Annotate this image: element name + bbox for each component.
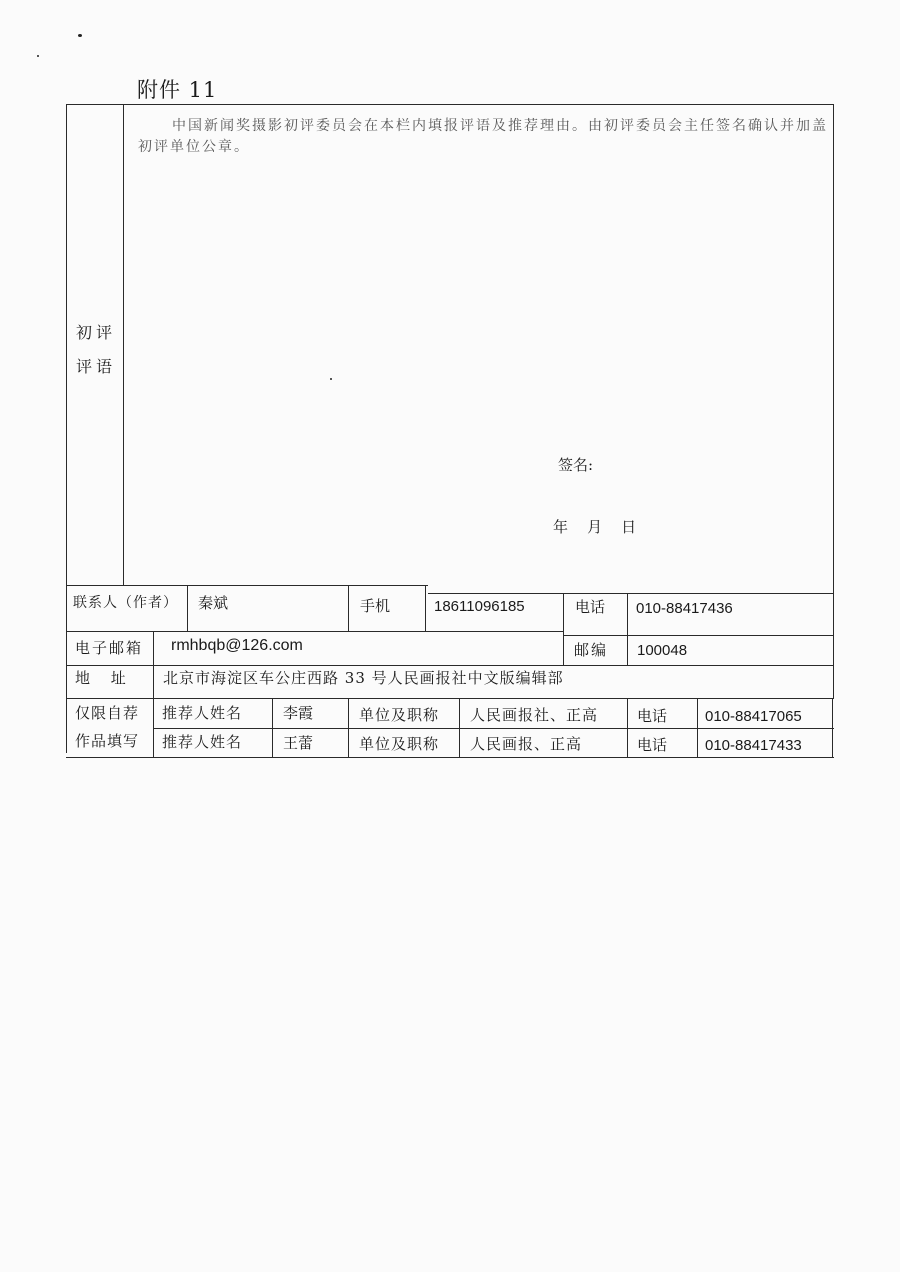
scan-speck: [330, 378, 332, 380]
self-recommend-label-line1: 仅限自荐: [75, 704, 140, 722]
table-left-border: [66, 104, 67, 753]
postcode-value: 100048: [637, 642, 688, 659]
review-right-border: [833, 104, 834, 594]
row-divider: [66, 585, 428, 586]
contact-person-value: 秦斌: [198, 594, 229, 612]
table-right-border: [832, 698, 833, 757]
cell-divider: [627, 593, 628, 666]
unit-title-value: 人民画报社、正高: [470, 706, 599, 724]
row-divider: [428, 593, 834, 594]
date-label: 年 月 日: [553, 518, 637, 536]
review-label-line1: 初评: [76, 323, 117, 342]
recommender-phone: 010-88417065: [705, 708, 802, 725]
cell-divider: [563, 593, 564, 666]
cell-divider: [459, 698, 460, 757]
phone-label: 电话: [575, 598, 606, 616]
cell-divider: [153, 665, 154, 699]
cell-divider: [348, 585, 349, 631]
signature-label: 签名:: [558, 456, 594, 474]
scan-speck: [78, 34, 82, 37]
review-label: [76, 320, 116, 377]
table-right-border: [833, 593, 834, 699]
unit-title-value: 人民画报、正高: [470, 735, 583, 753]
row-divider: [153, 728, 834, 729]
cell-divider: [627, 698, 628, 757]
scan-speck: [37, 55, 39, 57]
recommender-name-label: 推荐人姓名: [162, 704, 243, 722]
unit-title-label: 单位及职称: [359, 735, 440, 753]
email-label: 电子邮箱: [75, 639, 144, 657]
recommender-phone-label: 电话: [637, 707, 668, 725]
attachment-number: 附件 11: [137, 78, 218, 102]
review-label-line2: 评语: [76, 357, 117, 376]
recommender-name: 李霞: [283, 704, 314, 722]
review-label-divider: [123, 104, 124, 585]
phone-value: 010-88417436: [636, 600, 733, 617]
cell-divider: [272, 698, 273, 757]
cell-divider: [153, 698, 154, 757]
cell-divider: [348, 698, 349, 757]
contact-person-label: 联系人（作者）: [73, 595, 178, 611]
unit-title-label: 单位及职称: [359, 706, 440, 724]
mobile-label: 手机: [360, 597, 391, 615]
table-bottom-border: [66, 757, 834, 758]
table-top-border: [66, 104, 834, 105]
self-recommend-label-line2: 作品填写: [75, 732, 140, 750]
cell-divider: [187, 585, 188, 631]
cell-divider: [697, 698, 698, 757]
mobile-value: 18611096185: [434, 598, 525, 615]
postcode-label: 邮编: [574, 641, 609, 659]
recommender-name: 王蕾: [283, 734, 314, 752]
cell-divider: [153, 631, 154, 666]
recommender-name-label: 推荐人姓名: [162, 733, 243, 751]
recommender-phone-label: 电话: [637, 736, 668, 754]
row-divider: [563, 635, 834, 636]
address-label: 地 址: [75, 669, 134, 687]
address-value: 北京市海淀区车公庄西路 33 号人民画报社中文版编辑部: [163, 669, 564, 687]
review-instruction: 中国新闻奖摄影初评委员会在本栏内填报评语及推荐理由。由初评委员会主任签名确认并加盖初评单位公章。: [138, 118, 828, 155]
email-value: rmhbqb@126.com: [171, 637, 303, 654]
row-divider: [66, 698, 834, 699]
row-divider: [66, 665, 834, 666]
recommender-phone: 010-88417433: [705, 737, 802, 754]
row-divider: [66, 631, 563, 632]
cell-divider: [425, 585, 426, 631]
